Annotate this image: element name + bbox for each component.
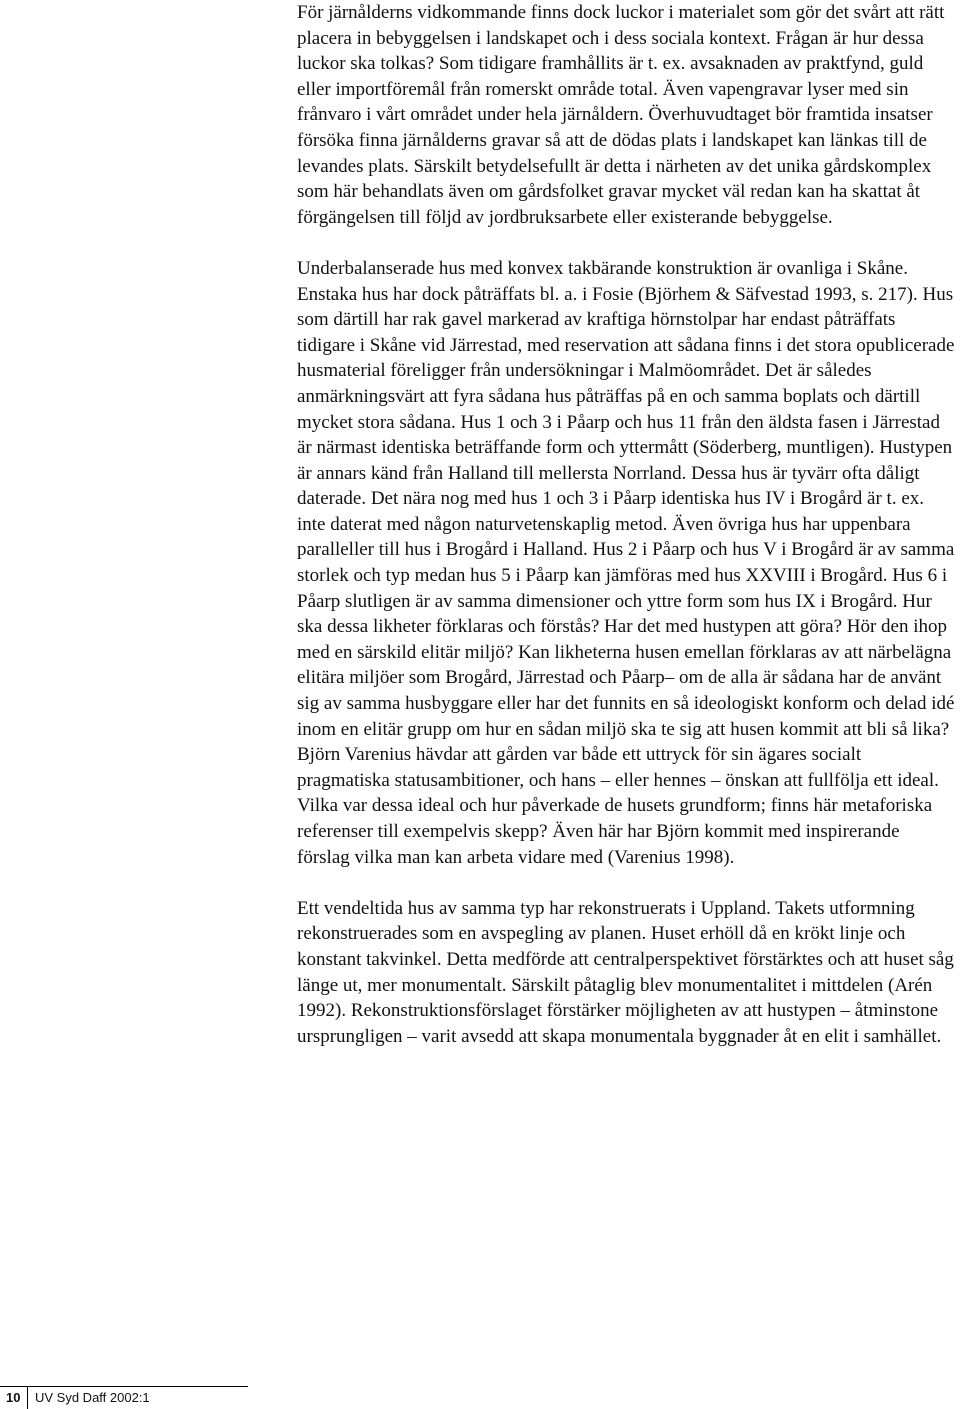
paragraph-2: Underbalanserade hus med konvex takbärande konstruktion är ovanliga i Skåne. Enstaka hus har dock påträffats bl. a. i Fosie (Björhem & Säfvestad 1993, s. 217). Hus som därtill har rak gavel markerad av kraftiga hörnstolpar har endast påträffats tidigare i Skåne vid Järrestad, med reservation att sådana finns i det stora opublicerade husmaterial föreligger från undersökningar i Malmöområdet. Det är således anmärkningsvärt att fyra sådana hus påträffas på en och samma boplats och därtill mycket stora sådana. Hus 1 och 3 i Påarp och hus 11 från den äldsta fasen i Järrestad är närmast identiska beträffande form och yttermått (Söderberg, muntligen). Hustypen är annars känd från Halland till mellersta Norrland. Dessa hus är tyvärr ofta dåligt daterade. Det nära nog med hus 1 och 3 i Påarp identiska hus IV i Brogård är t. ex. inte daterat med någon naturvetenskaplig metod. Även övriga hus har uppenbara paralleller till hus i Brogård i Halland. Hus 2 i Påarp och hus V i Brogård är av samma storlek och typ medan hus 5 i Påarp kan jämföras med hus XXVIII i Brogård. Hus 6 i Påarp slutligen är av samma dimensioner och yttre form som hus IX i Brogård. Hur ska dessa likheter förklaras och förstås? Har det med hustypen att göra? Hör den ihop med en särskild elitär miljö? Kan likheterna husen emellan förklaras av att närbelägna elitära miljöer som Brogård, Järrestad och Påarp– om de alla är sådana har de använt sig av samma husbyggare eller har det funnits en så ideologiskt konform och delad idé inom en elitär grupp om hur en sådan miljö ska te sig att husen kommit att bli så lika? Björn Varenius hävdar att gården var både ett uttryck för sin ägares socialt pragmatiska statusambitioner, och hans – eller hennes – önskan att fullfölja ett ideal. Vilka var dessa ideal och hur påverkade de husets grundform; finns här metaforiska referenser till exempelvis skepp? Även här har Björn kommit med inspirerande förslag vilka man kan arbeta vidare med (Varenius 1998). bbox=[297, 257, 955, 868]
journal-reference: UV Syd Daff 2002:1 bbox=[35, 1390, 150, 1405]
paragraph-3: Ett vendeltida hus av samma typ har rekonstruerats i Uppland. Takets utformning rekonstruerades som en avspegling av planen. Huset erhöll då en krökt linje och konstant takvinkel. Detta medförde att centralperspektivet förstärktes och att huset såg länge ut, mer monumentalt. Särskilt påtaglig blev monumentalitet i mittdelen (Arén 1992). Rekonstruktionsförslaget förstärker möjligheten av att hustypen – åtminstone ursprungligen – varit avsedd att skapa monumentala byggnader åt en elit i samhället. bbox=[297, 897, 954, 1047]
body-text bbox=[297, 0, 957, 1049]
footer-rule bbox=[0, 1386, 248, 1387]
page-number: 10 bbox=[6, 1390, 21, 1405]
paragraph-1: För järnålderns vidkommande finns dock luckor i materialet som gör det svårt att rätt placera in bebyggelsen i landskapet och i dess sociala kontext. Frågan är hur dessa luckor ska tolkas? Som tidigare framhållits är t. ex. avsaknaden av praktfynd, guld eller importföremål från romerskt område total. Även vapengravar lyser med sin frånvaro i vårt området under hela järnåldern. Överhuvudtaget bör framtida insatser försöka finna järnålderns gravar så att de dödas plats i landskapet kan länkas till de levandes plats. Särskilt betydelsefullt är detta i närheten av det unika gårdskomplex som här behandlats även om gårdsfolket gravar mycket väl redan kan ha skattat åt förgängelsen till följd av jordbruksarbete eller existerande bebyggelse. bbox=[297, 2, 945, 228]
footer-divider bbox=[27, 1386, 28, 1409]
page-footer bbox=[0, 1386, 260, 1409]
